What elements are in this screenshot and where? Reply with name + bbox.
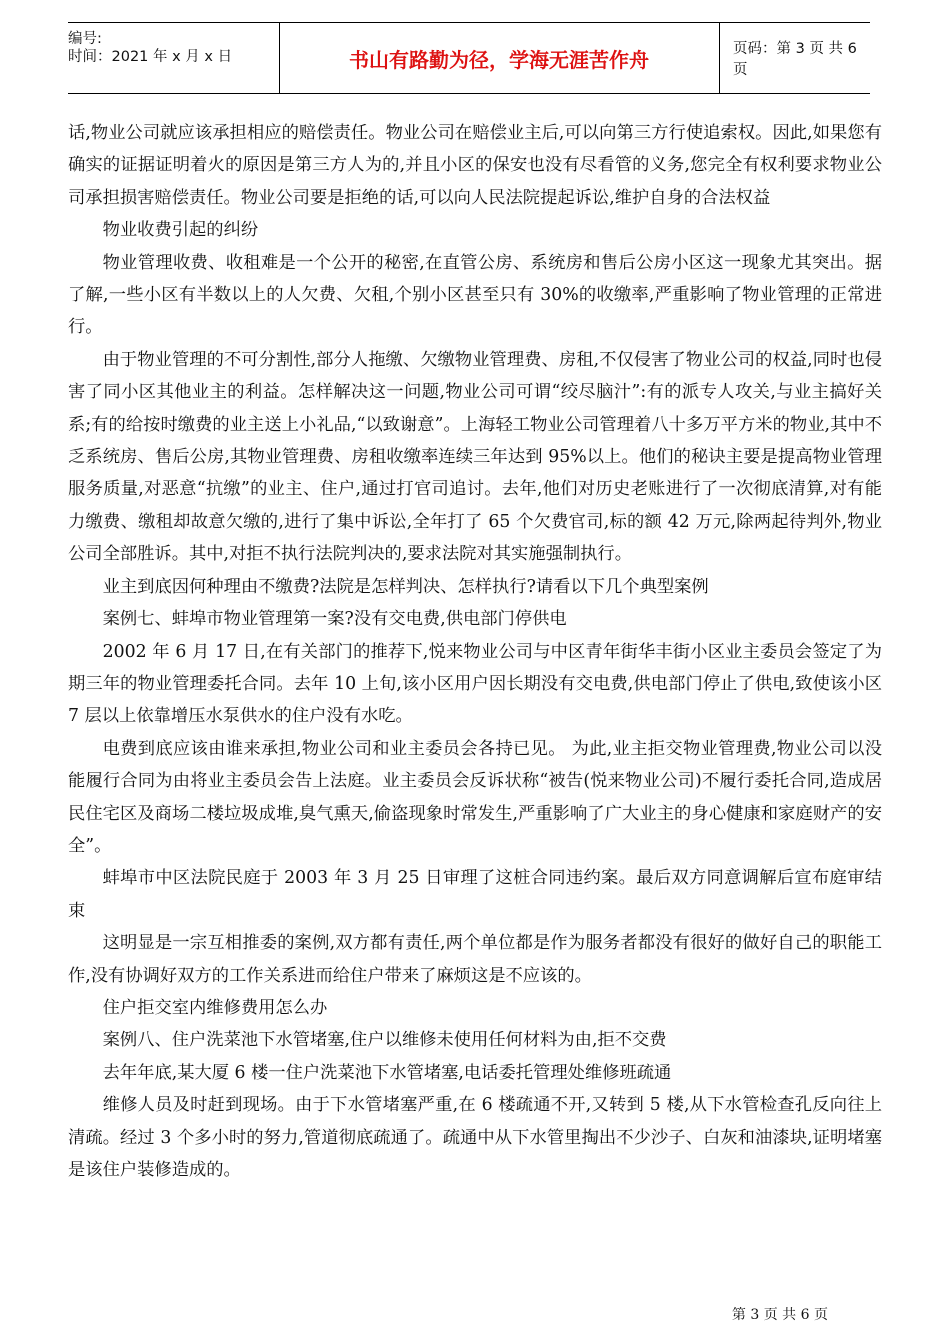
body-paragraph: 维修人员及时赶到现场。由于下水管堵塞严重,在 6 楼疏通不开,又转到 5 楼,从下水管检查孔反向往上清疏。经过 3 个多小时的努力,管道彻底疏通了。疏通中从下水管里掏出不少沙子、白灰和油漆块,证明堵塞是该住户装修造成的。: [68, 1095, 882, 1180]
body-paragraph: 蚌埠市中区法院民庭于 2003 年 3 月 25 日审理了这桩合同违约案。最后双方同意调解后宣布庭审结束: [68, 868, 882, 921]
body-paragraph: 案例八、住户洗菜池下水管堵塞,住户以维修未使用任何材料为由,拒不交费: [102, 1030, 667, 1051]
body-paragraph: 业主到底因何种理由不缴费?法院是怎样判决、怎样执行?请看以下几个典型案例: [102, 576, 709, 597]
body-paragraph: 案例七、蚌埠市物业管理第一案?没有交电费,供电部门停供电: [102, 609, 567, 630]
page-header: [68, 22, 870, 94]
header-number-label: 编号:: [68, 31, 102, 47]
page-footer: 第 3 页 共 6 页: [731, 1307, 828, 1323]
body-paragraph: 物业管理收费、收租难是一个公开的秘密,在直管公房、系统房和售后公房小区这一现象尤其突出。据了解,一些小区有半数以上的人欠费、欠租,个别小区甚至只有 30%的收缴率,严重影响了物业管理的正常进行。: [68, 252, 882, 338]
body-paragraph: 电费到底应该由谁来承担,物业公司和业主委员会各持已见。 为此,业主拒交物业管理费,物业公司以没能履行合同为由将业主委员会告上法庭。业主委员会反诉状称“被告(悦来物业公司)不履行委托合同,造成居民住宅区及商场二楼垃圾成堆,臭气熏天,偷盗现象时常发生,严重影响了广大业主的身心健康和家庭财产的安全”。: [68, 738, 882, 856]
body-paragraph: 物业收费引起的纠纷: [102, 220, 259, 241]
body-paragraph: 由于物业管理的不可分割性,部分人拖缴、欠缴物业管理费、房租,不仅侵害了物业公司的权益,同时也侵害了同小区其他业主的利益。怎样解决这一问题,物业公司可谓“绞尽脑汁”:有的派专人攻关,与业主搞好关系;有的给按时缴费的业主送上小礼品,“以致谢意”。上海轻工物业公司管理着八十多万平方米的物业,其中不乏系统房、售后公房,其物业管理费、房租收缴率连续三年达到 95%以上。他们的秘诀主要是提高物业管理服务质量,对恶意“抗缴”的业主、住户,通过打官司追讨。去年,他们对历史老账进行了一次彻底清算,对有能力缴费、缴租却故意欠缴的,进行了集中诉讼,全年打了 65 个欠费官司,标的额 42 万元,除两起待判外,物业公司全部胜诉。其中,对拒不执行法院判决的,要求法院对其实施强制执行。: [68, 349, 882, 565]
body-paragraph: 话,物业公司就应该承担相应的赔偿责任。物业公司在赔偿业主后,可以向第三方行使追索权。因此,如果您有确实的证据证明着火的原因是第三方人为的,并且小区的保安也没有尽看管的义务,您完全有权利要求物业公司承担损害赔偿责任。物业公司要是拒绝的话,可以向人民法院提起诉讼,维护自身的合法权益: [68, 123, 882, 208]
document-body: [68, 117, 882, 1186]
header-meta: [68, 23, 280, 93]
body-paragraph: 2002 年 6 月 17 日,在有关部门的推荐下,悦来物业公司与中区青年街华丰街小区业主委员会签定了为期三年的物业管理委托合同。去年 10 上旬,该小区用户因长期没有交电费,供电部门停止了供电,致使该小区 7 层以上依靠增压水泵供水的住户没有水吃。: [68, 641, 882, 727]
header-motto: 书山有路勤为径，学海无涯苦作舟: [279, 23, 720, 93]
body-paragraph: 去年年底,某大厦 6 楼一住户洗菜池下水管堵塞,电话委托管理处维修班疏通: [102, 1062, 672, 1083]
body-paragraph: 住户拒交室内维修费用怎么办: [102, 997, 328, 1018]
header-time-label: 时间：2021 年 x 月 x 日: [68, 49, 233, 65]
header-page-info: 页码：第 3 页 共 6 页: [733, 41, 857, 78]
body-paragraph: 这明显是一宗互相推委的案例,双方都有责任,两个单位都是作为服务者都没有很好的做好自己的职能工作,没有协调好双方的工作关系进而给住户带来了麻烦这是不应该的。: [68, 933, 882, 986]
